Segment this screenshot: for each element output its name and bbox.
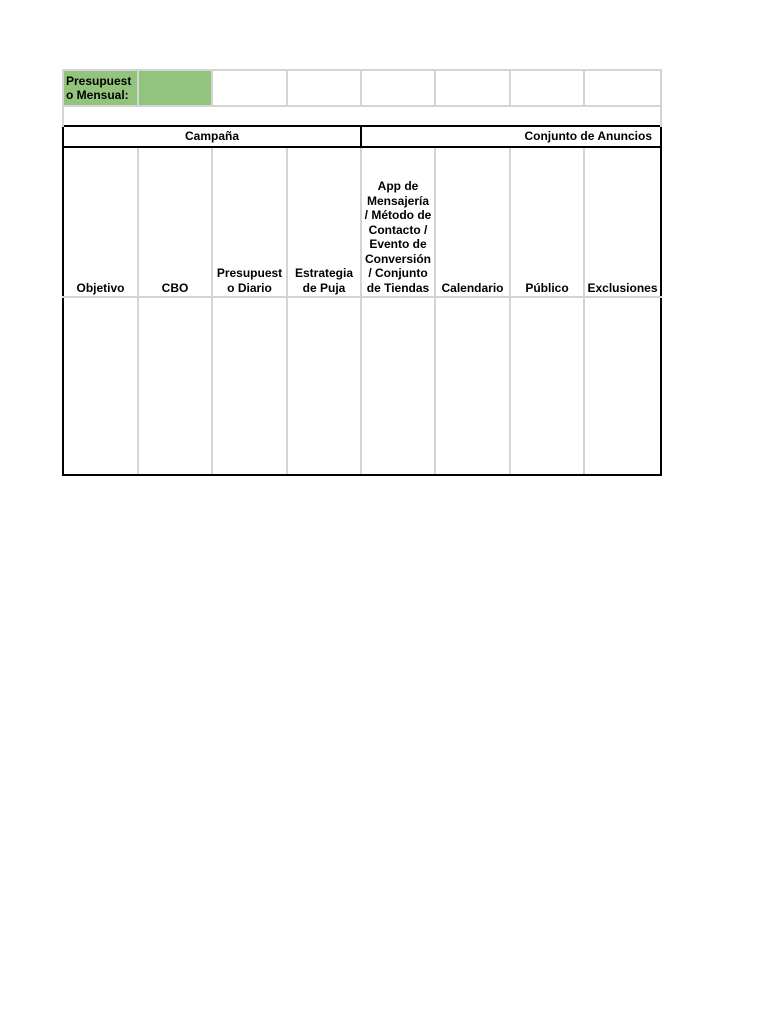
data-cell-messaging-app[interactable]	[361, 297, 435, 475]
column-header-daily-budget: Presupuesto Diario	[212, 147, 287, 297]
column-header-messaging-app: App de Mensajería / Método de Contacto / Evento de Conversión / Conjunto de Tiendas	[361, 147, 435, 297]
budget-label: Presupuesto Mensual:	[63, 70, 138, 106]
column-header-cbo: CBO	[138, 147, 212, 297]
empty-cell[interactable]	[212, 70, 287, 106]
column-header-bid-strategy: Estrategia de Puja	[287, 147, 361, 297]
data-cell-cbo[interactable]	[138, 297, 212, 475]
data-cell-daily-budget[interactable]	[212, 297, 287, 475]
campaign-group-header: Campaña	[63, 126, 361, 147]
spacer-row	[63, 106, 661, 126]
group-header-row	[63, 126, 661, 147]
data-cell-audience[interactable]	[510, 297, 584, 475]
spacer-cell	[63, 106, 661, 126]
column-header-exclusions: Exclusiones	[584, 147, 661, 297]
planning-sheet	[62, 69, 662, 476]
data-cell-schedule[interactable]	[435, 297, 510, 475]
empty-cell[interactable]	[361, 70, 435, 106]
data-cell-bid-strategy[interactable]	[287, 297, 361, 475]
data-cell-exclusions[interactable]	[584, 297, 661, 475]
column-header-row	[63, 147, 661, 297]
budget-value-cell[interactable]	[138, 70, 212, 106]
column-header-objective: Objetivo	[63, 147, 138, 297]
empty-cell[interactable]	[287, 70, 361, 106]
empty-cell[interactable]	[510, 70, 584, 106]
column-header-audience: Público	[510, 147, 584, 297]
column-header-schedule: Calendario	[435, 147, 510, 297]
budget-row	[63, 70, 661, 106]
empty-cell[interactable]	[435, 70, 510, 106]
empty-cell[interactable]	[584, 70, 661, 106]
data-cell-objective[interactable]	[63, 297, 138, 475]
table-row	[63, 297, 661, 475]
ad-set-group-header: Conjunto de Anuncios	[361, 126, 661, 147]
